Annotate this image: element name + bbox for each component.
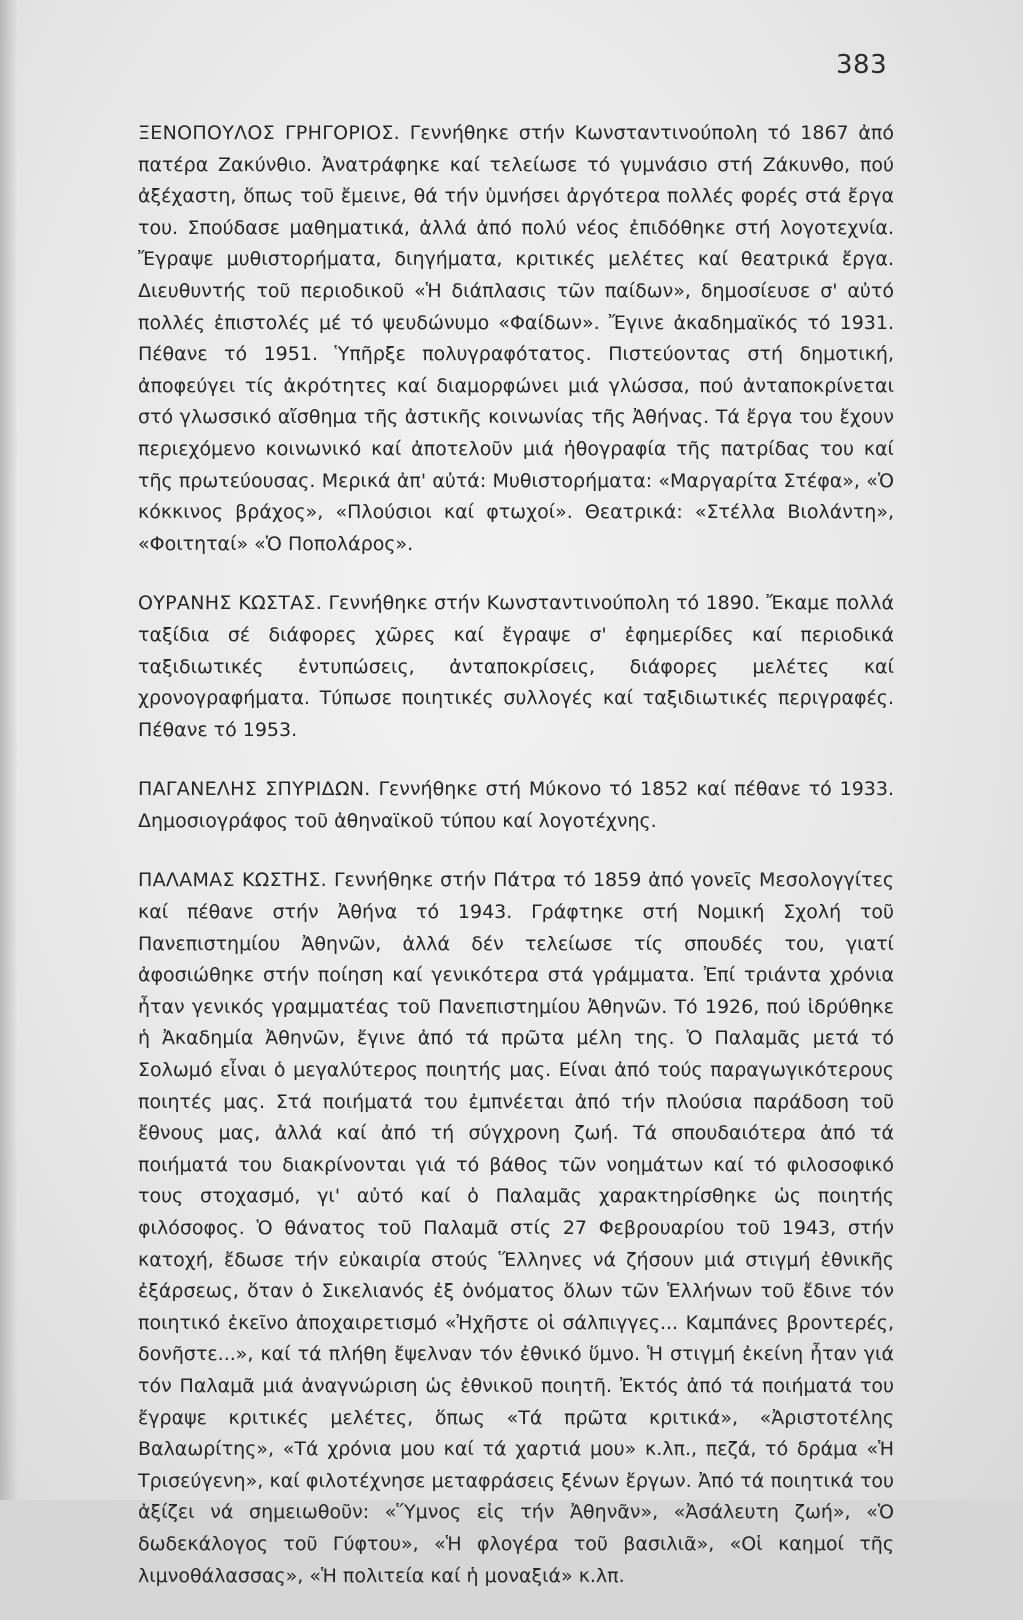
entry-xenopoulos: [138, 118, 894, 560]
page-number: 383: [836, 50, 888, 80]
entry-text: Γεννήθηκε στή Μύκονο τό 1852 καί πέθανε τό 1933. Δημοσιογράφος τοῦ ἀθηναϊκοῦ τύπου καί λογοτέχνης.: [138, 778, 895, 832]
entry-ouranis: [138, 588, 894, 746]
entry-name: ΠΑΓΑΝΕΛΗΣ ΣΠΥΡΙΔΩΝ.: [138, 778, 371, 801]
entry-paganelis: [138, 774, 894, 837]
entry-name: ΟΥΡΑΝΗΣ ΚΩΣΤΑΣ.: [138, 592, 323, 615]
biography-entries: [138, 118, 894, 1620]
entry-name: ΠΑΛΑΜΑΣ ΚΩΣΤΗΣ.: [138, 869, 328, 892]
entry-palamas: [138, 865, 894, 1592]
page-edge-shadow: [0, 0, 18, 1500]
entry-text: Γεννήθηκε στήν Κωνσταντινούπολη τό 1890. Ἔκαμε πολλά ταξίδια σέ διάφορες χῶρες καί ἔγραψε σ' ἐφημερίδες καί περιοδικά ταξιδιωτικές ἐντυπώσεις, ἀνταποκρίσεις, διάφορες μελέτες καί χρονογραφήματα. Τύπωσε ποιητικές συλλογές καί ταξιδιωτικές περιγραφές. Πέθανε τό 1953.: [138, 592, 894, 741]
entry-name: ΞΕΝΟΠΟΥΛΟΣ ΓΡΗΓΟΡΙΟΣ.: [138, 122, 400, 144]
entry-text: Γεννήθηκε στήν Κωνσταντινούπολη τό 1867 ἀπό πατέρα Ζακύνθιο. Ἀνατράφηκε καί τελείωσε τό γυμνάσιο στή Ζάκυνθο, πού ἀξέχαστη, ὅπως τοῦ ἔμεινε, θά τήν ὑμνήσει ἀργότερα πολλές φορές στά ἔργα του. Σπούδασε μαθηματικά, ἀλλά ἀπό πολύ νέος ἐπιδόθηκε στή λογοτεχνία. Ἔγραψε μυθιστορήματα, διηγήματα, κριτικές μελέτες καί θεατρικά ἔργα. Διευθυντής τοῦ περιοδικοῦ «Ἡ διάπλασις τῶν παίδων», δημοσίευσε σ' αὐτό πολλές ἐπιστολές μέ τό ψευδώνυμο «Φαίδων». Ἔγινε ἀκαδημαϊκός τό 1931. Πέθανε τό 1951. Ὑπῆρξε πολυγραφότατος. Πιστεύοντας στή δημοτική, ἀποφεύγει τίς ἀκρότητες καί διαμορφώνει μιά γλώσσα, πού ἀνταποκρίνεται στό γλωσσικό αἴσθημα τῆς ἀστικῆς κοινωνίας τῆς Ἀθήνας. Τά ἔργα του ἔχουν περιεχόμενο κοινωνικό καί ἀποτελοῦν μιά ἠθογραφία τῆς πατρίδας του καί τῆς πρωτεύουσας. Μερικά ἀπ' αὐτά: Μυθιστορήματα: «Μαργαρίτα Στέφα», «Ὁ κόκκινος βράχος», «Πλούσιοι καί φτωχοί». Θεατρικά: «Στέλλα Βιολάντη», «Φοιτηταί» «Ὁ Ποπολάρος».: [138, 122, 894, 555]
entry-text: Γεννήθηκε στήν Πάτρα τό 1859 ἀπό γονεῖς Μεσολογγίτες καί πέθανε στήν Ἀθήνα τό 1943. Γράφτηκε στή Νομική Σχολή τοῦ Πανεπιστημίου Ἀθηνῶν, ἀλλά δέν τελείωσε τίς σπουδές του, γιατί ἀφοσιώθηκε στήν ποίηση καί γενικότερα στά γράμματα. Ἐπί τριάντα χρόνια ἦταν γενικός γραμματέας τοῦ Πανεπιστημίου Ἀθηνῶν. Τό 1926, πού ἱδρύθηκε ἡ Ἀκαδημία Ἀθηνῶν, ἔγινε ἀπό τά πρῶτα μέλη της. Ὁ Παλαμᾶς μετά τό Σολωμό εἶναι ὁ μεγαλύτερος ποιητής μας. Είναι ἀπό τούς παραγωγικότερους ποιητές μας. Στά ποιήματά του ἐμπνέεται ἀπό τήν πλούσια παράδοση τοῦ ἔθνους μας, ἀλλά καί ἀπό τή σύγχρονη ζωή. Τά σπουδαιότερα ἀπό τά ποιήματά του διακρίνονται γιά τό βάθος τῶν νοημάτων καί τό φιλοσοφικό τους στοχασμό, γι' αὐτό καί ὁ Παλαμᾶς χαρακτηρίσθηκε ὡς ποιητής φιλόσοφος. Ὁ θάνατος τοῦ Παλαμᾶ στίς 27 Φεβρουαρίου τοῦ 1943, στήν κατοχή, ἔδωσε τήν εὐκαιρία στούς Ἕλληνες νά ζήσουν μιά στιγμή ἐθνικῆς ἐξάρσεως, ὅταν ὁ Σικελιανός ἐξ ὀνόματος ὅλων τῶν Ἑλλήνων τοῦ ἔδινε τόν ποιητικό ἐκεῖνο ἀποχαιρετισμό «Ἠχῆστε οἱ σάλπιγγες... Καμπάνες βροντερές, δονῆστε...», καί τά πλήθη ἔψελναν τόν ἐθνικό ὕμνο. Ἡ στιγμή ἐκείνη ἦταν γιά τόν Παλαμᾶ μιά ἀναγνώριση ὡς ἐθνικοῦ ποιητῆ. Ἐκτός ἀπό τά ποιήματά του ἔγραψε κριτικές μελέτες, ὅπως «Τά πρῶτα κριτικά», «Ἀριστοτέλης Βαλαωρίτης», «Τά χρόνια μου καί τά χαρτιά μου» κ.λπ., πεζά, τό δράμα «Ἡ Τρισεύγενη», καί φιλοτέχνησε μεταφράσεις ξένων ἔργων. Ἀπό τά ποιητικά του ἀξίζει νά σημειωθοῦν: «Ὕμνος εἰς τήν Ἀθηνᾶν», «Ἀσάλευτη ζωή», «Ὁ δωδεκάλογος τοῦ Γύφτου», «Ἡ φλογέρα τοῦ βασιλιᾶ», «Οἱ καημοί τῆς λιμνοθάλασσας», «Ἡ πολιτεία καί ἡ μοναξιά» κ.λπ.: [138, 869, 894, 1587]
